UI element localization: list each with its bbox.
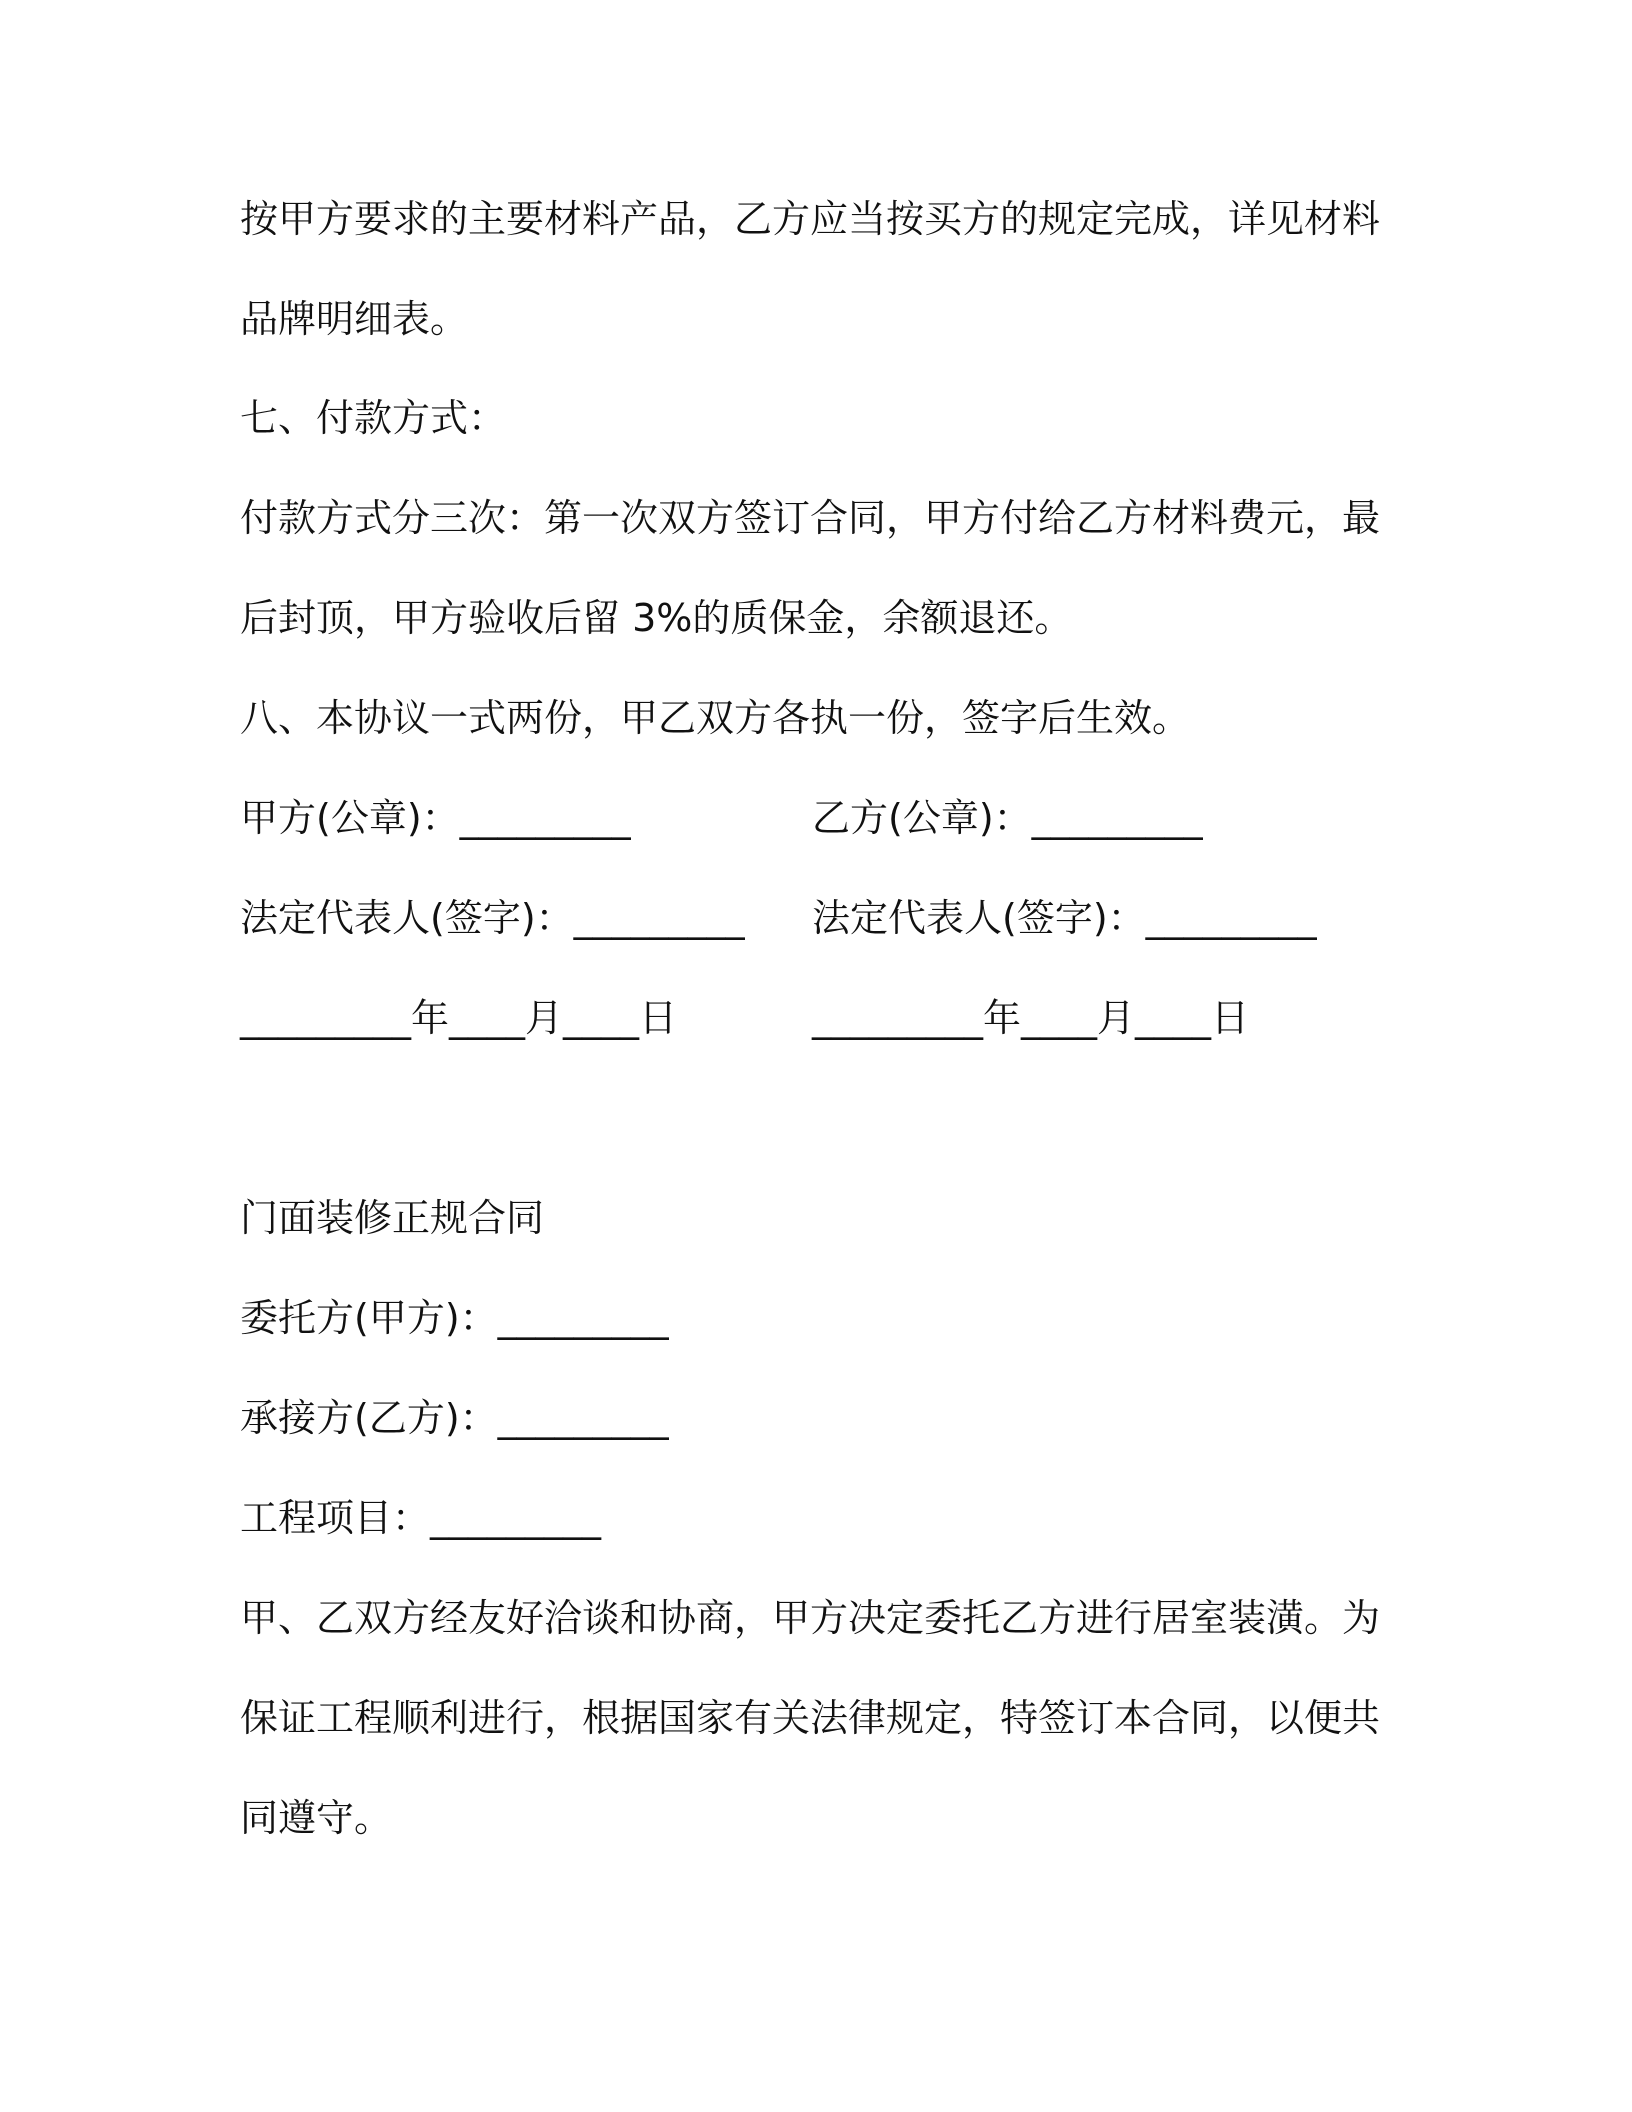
intro-paragraph-line-1: 甲、乙双方经友好洽谈和协商，甲方决定委托乙方进行居室装潢。为 — [240, 1596, 1381, 1640]
contract-title: 门面装修正规合同 — [240, 1196, 545, 1240]
contractor-field: 承接方(乙方)：_________ — [240, 1396, 669, 1440]
party-a-date-field: _________年____月____日 — [240, 996, 678, 1040]
party-b-seal-field: 乙方(公章)：_________ — [812, 796, 1203, 840]
party-a-representative-field: 法定代表人(签字)：_________ — [240, 896, 745, 940]
party-b-date-field: _________年____月____日 — [812, 996, 1250, 1040]
materials-paragraph-line-2: 品牌明细表。 — [240, 297, 469, 341]
materials-paragraph-line-1: 按甲方要求的主要材料产品，乙方应当按买方的规定完成，详见材料 — [240, 197, 1381, 241]
payment-paragraph-line-1: 付款方式分三次：第一次双方签订合同，甲方付给乙方材料费元，最 — [240, 496, 1381, 540]
client-field: 委托方(甲方)：_________ — [240, 1296, 669, 1340]
payment-heading: 七、付款方式： — [240, 396, 507, 440]
party-b-representative-field: 法定代表人(签字)：_________ — [812, 896, 1317, 940]
project-field: 工程项目：_________ — [240, 1496, 602, 1540]
payment-paragraph-line-2: 后封顶，甲方验收后留 3%的质保金，余额退还。 — [240, 596, 1073, 640]
party-a-seal-field: 甲方(公章)：_________ — [240, 796, 631, 840]
intro-paragraph-line-2: 保证工程顺利进行，根据国家有关法律规定，特签订本合同，以便共 — [240, 1696, 1381, 1740]
intro-paragraph-line-3: 同遵守。 — [240, 1796, 393, 1840]
copies-clause: 八、本协议一式两份，甲乙双方各执一份，签字后生效。 — [240, 696, 1191, 740]
